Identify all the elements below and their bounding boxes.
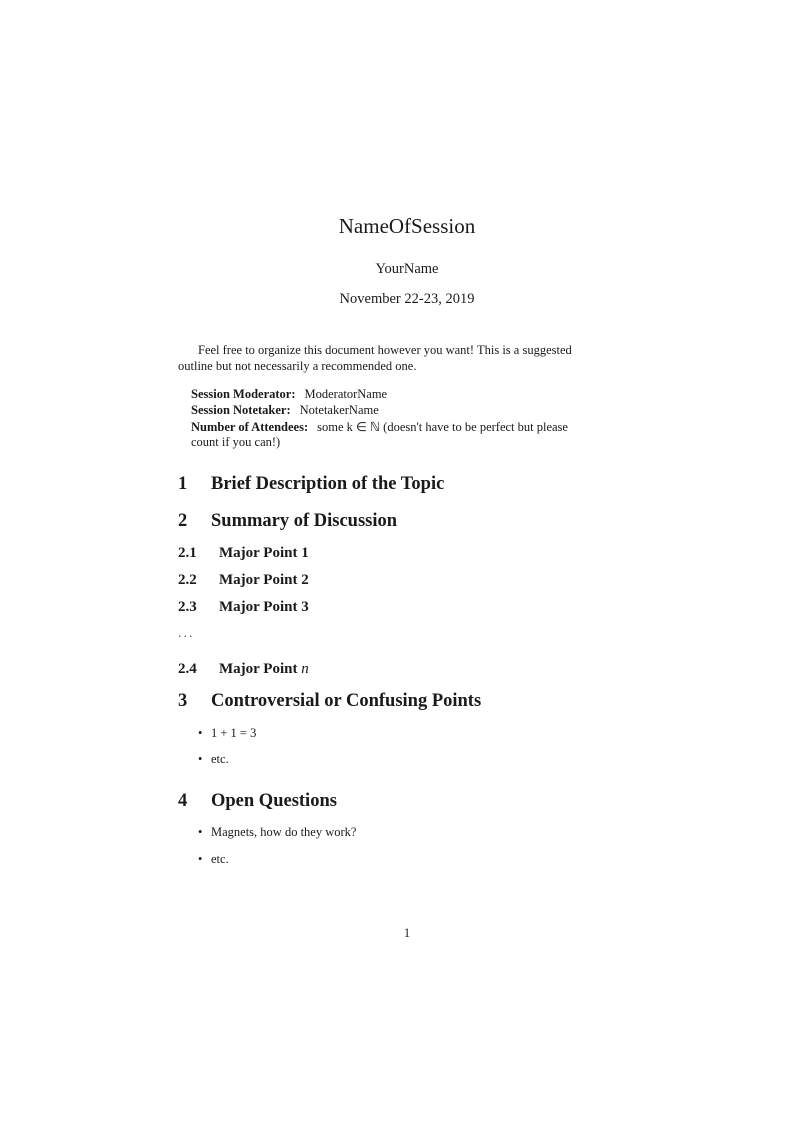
notetaker-label: Session Notetaker: [191, 403, 291, 417]
bullet-icon: • [198, 726, 203, 740]
section-4-heading [178, 791, 337, 812]
notetaker-row [191, 403, 379, 418]
list-item: • etc. [198, 852, 229, 866]
bullet-icon: • [198, 825, 203, 839]
section-number: 4 [178, 791, 188, 811]
attendees-label: Number of Attendees: [191, 420, 309, 434]
moderator-row [191, 387, 387, 402]
subsection-number: 2.4 [178, 661, 197, 677]
document-title: NameOfSession [338, 214, 476, 238]
section-number: 1 [178, 474, 188, 494]
math-variable: n [301, 661, 309, 677]
list-item: • Magnets, how do they work? [198, 825, 357, 839]
attendees-value: some k ∈ ℕ (doesn't have to be perfect but please [317, 420, 568, 434]
subsection-title: Major Point 1 [219, 545, 309, 561]
attendees-row [191, 419, 568, 435]
attendees-value-cont: count if you can!) [191, 435, 281, 449]
subsection-title: Major Point 3 [219, 599, 309, 615]
subsection-2-2-heading [178, 572, 309, 589]
subsection-title: Major Point 2 [219, 572, 309, 588]
list-item: • etc. [198, 752, 229, 766]
subsection-number: 2.1 [178, 545, 197, 561]
intro-paragraph-line-1: Feel free to organize this document however you want! This is a suggested [198, 343, 572, 357]
section-title: Controversial or Confusing Points [211, 691, 482, 711]
document-date: November 22-23, 2019 [339, 291, 475, 307]
list-item: • 1 + 1 = 3 [198, 726, 257, 740]
moderator-value: ModeratorName [304, 387, 388, 401]
subsection-number: 2.2 [178, 572, 197, 588]
subsection-2-4-heading [178, 661, 309, 678]
section-2-heading [178, 511, 397, 532]
intro-paragraph-line-2: outline but not necessarily a recommended one. [178, 359, 417, 373]
section-3-heading [178, 691, 481, 712]
moderator-label: Session Moderator: [191, 387, 296, 401]
section-title: Brief Description of the Topic [211, 474, 445, 494]
subsection-2-3-heading [178, 599, 309, 616]
subsection-number: 2.3 [178, 599, 197, 615]
bullet-icon: • [198, 852, 203, 866]
section-title: Open Questions [211, 791, 337, 811]
section-number: 2 [178, 511, 188, 531]
section-number: 3 [178, 691, 188, 711]
document-author: YourName [375, 261, 439, 277]
section-title: Summary of Discussion [211, 511, 398, 531]
bullet-icon: • [198, 752, 203, 766]
page-number: 1 [403, 926, 411, 940]
notetaker-value: NotetakerName [299, 403, 379, 417]
section-1-heading [178, 474, 444, 495]
ellipsis: ... [178, 627, 195, 640]
subsection-title: Major Point [219, 661, 298, 677]
subsection-2-1-heading [178, 545, 309, 562]
